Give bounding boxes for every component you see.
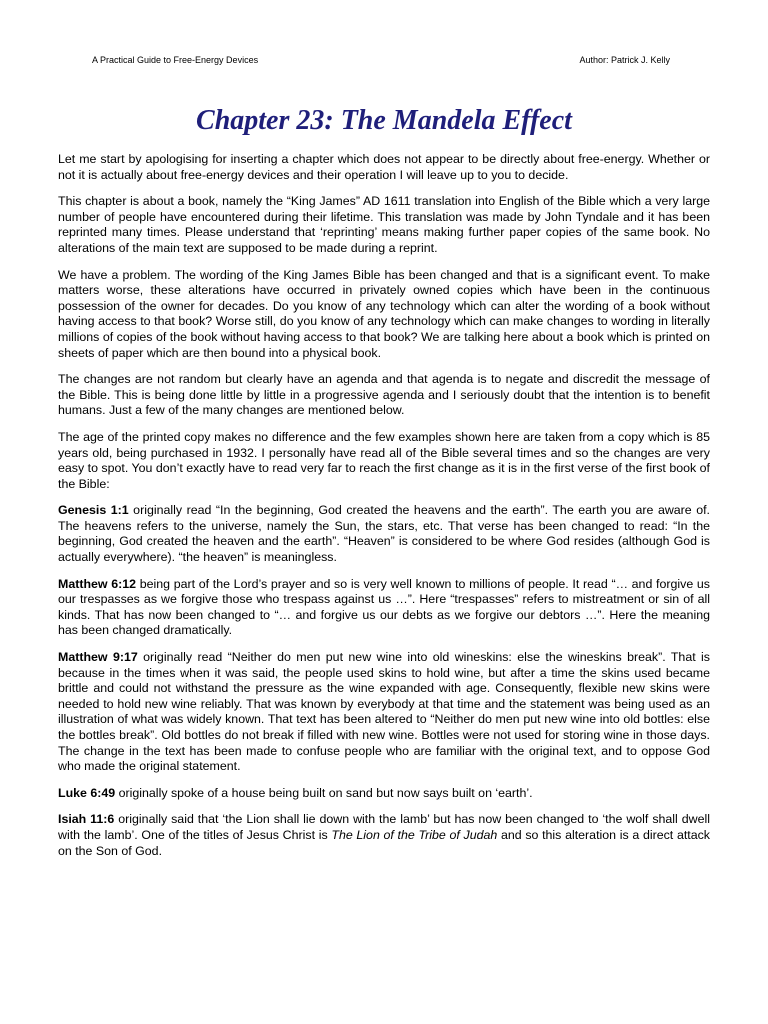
header-author: Author: Patrick J. Kelly	[579, 55, 670, 65]
verse-reference: Genesis 1:1	[58, 503, 129, 518]
paragraph-text: originally read “In the beginning, God created the heavens and the earth”. The earth you are aware of. The heavens refers to the universe, namely the Sun, the stars, etc. That verse has been changed to read: “In the beginning, God created the heaven and the earth”. “Heaven” is considered to be where God resides (although God is actually everywhere). “the heaven” is meaningless.	[58, 503, 710, 565]
chapter-body	[58, 152, 710, 859]
verse-reference: Isiah 11:6	[58, 812, 115, 827]
running-header	[58, 54, 710, 68]
paragraph-genesis	[58, 503, 710, 565]
paragraph-matthew-6-12	[58, 577, 710, 639]
paragraph: This chapter is about a book, namely the “King James” AD 1611 translation into English of the Bible which a very large number of people have encountered during their lifetime. This translation was made by John Tyndale and it has been reprinted many times. Please understand that ‘reprinting’ means making further paper copies of the same book. No alterations of the main text are supposed to be made during a reprint.	[58, 194, 710, 255]
verse-reference: Matthew 9:17	[58, 650, 138, 665]
paragraph-text: originally said that ‘the Lion shall lie down with the lamb’ but has now been changed to ‘the wolf shall dwell with the lamb’. One of the titles of Jesus Christ is	[58, 812, 710, 842]
paragraph-text: being part of the Lord’s prayer and so is very well known to millions of people. It read “… and forgive us our trespasses as we forgive those who trespass against us …”. Here “trespasses” refers to mistreatment or sin of all kinds. That has now been changed to “… and forgive us our debts as we forgive our debtors …”. Here the meaning has been changed dramatically.	[58, 576, 710, 638]
paragraph: The age of the printed copy makes no difference and the few examples shown here are taken from a copy which is 85 years old, being purchased in 1932. I personally have read all of the Bible several times and so the changes are very easy to spot. You don’t exactly have to read very far to reach the first change as it is in the first verse of the first book of the Bible:	[58, 429, 710, 491]
paragraph-isiah	[58, 812, 710, 859]
italic-title: The Lion of the Tribe of Judah	[331, 827, 498, 842]
paragraph: The changes are not random but clearly have an agenda and that agenda is to negate and discredit the message of the Bible. This is being done little by little in a progressive agenda and I seriously doubt that the intention is to benefit humans. Just a few of the many changes are mentioned below.	[58, 372, 710, 418]
paragraph: We have a problem. The wording of the King James Bible has been changed and that is a significant event. To make matters worse, these alterations have occurred in privately owned copies which have been in the continuous possession of the owner for decades. Do you know of any technology which can alter the wording of a book without having access to that book? Worse still, do you know of any technology which can make changes to wording in literally millions of copies of the book without having access to that book? We are talking here about a book which is printed on sheets of paper which are then bound into a physical book.	[58, 267, 710, 360]
paragraph-text: originally read “Neither do men put new wine into old wineskins: else the wineskins break”. That is because in the times when it was said, the people used skins to hold wine, but after a time the skins used became brittle and could not withstand the pressure as the wine expanded with age. Consequently, flexible new skins were needed to hold new wine reliably. That was known by everybody at that time and the statement was being used as an illustration of what was widely known. That text has been altered to “Neither do men put new wine into old bottles: else the bottles break”. Old bottles do not break if filled with new wine. Bottles were not used for storing wine in those days. The change in the text has been made to confuse people who are familiar with the original text, and to oppose God who made the original statement.	[58, 650, 710, 774]
paragraph: Let me start by apologising for inserting a chapter which does not appear to be directly about free-energy. Whether or not it is actually about free-energy devices and their operation I will leave up to you to decide.	[58, 152, 710, 182]
header-book-title: A Practical Guide to Free-Energy Devices	[92, 55, 259, 65]
chapter-title: Chapter 23: The Mandela Effect	[196, 105, 572, 136]
verse-reference: Matthew 6:12	[58, 576, 137, 591]
paragraph-matthew-9-17	[58, 650, 710, 775]
paragraph-luke	[58, 786, 710, 802]
verse-reference: Luke 6:49	[58, 785, 116, 800]
paragraph-text: and so this alteration is a direct attack on the Son of God.	[58, 827, 711, 858]
paragraph-text: originally spoke of a house being built on sand but now says built on ‘earth’.	[115, 785, 533, 800]
